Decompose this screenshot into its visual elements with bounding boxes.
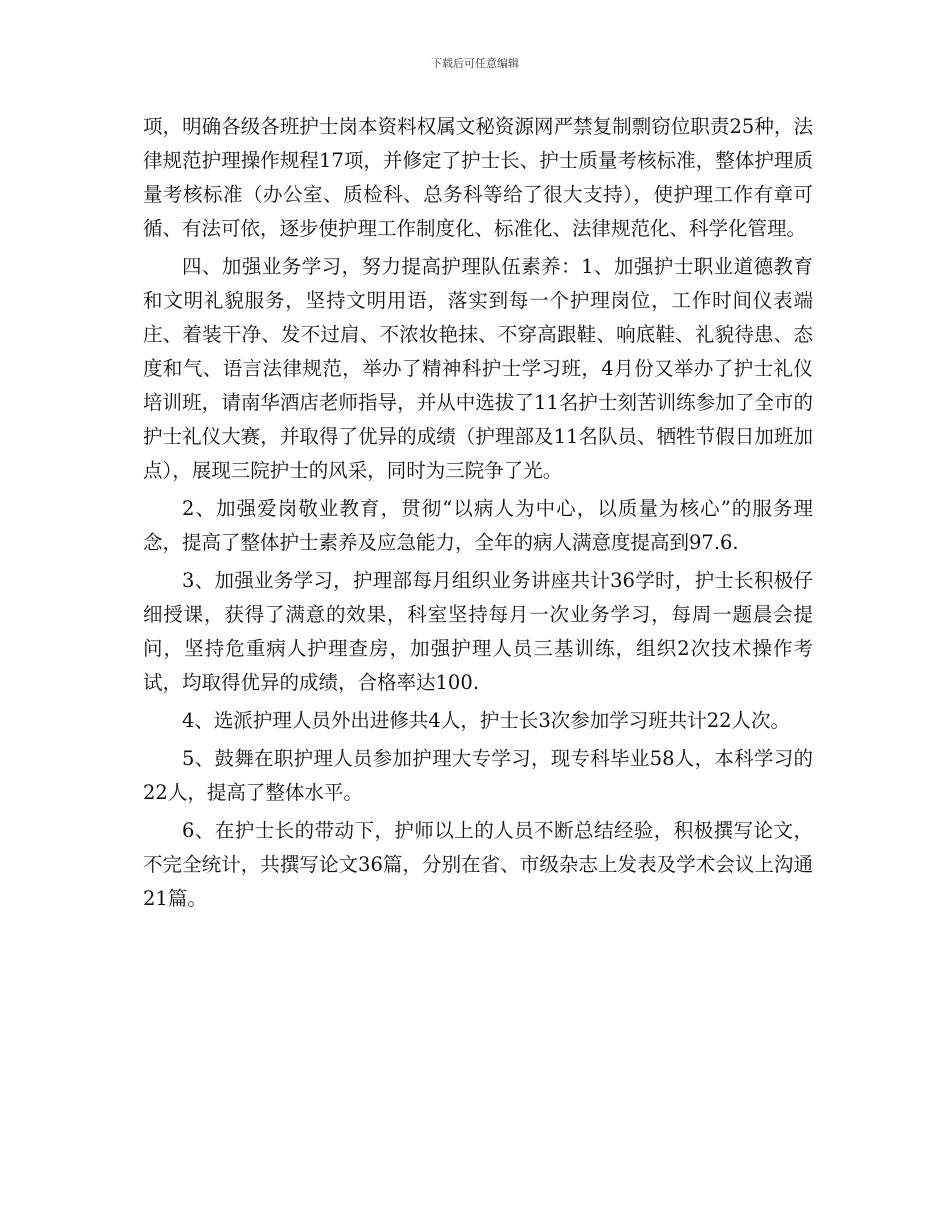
paragraph-4: 3、加强业务学习，护理部每月组织业务讲座共计36学时，护士长积极仔细授课，获得了满意的效果，科室坚持每月一次业务学习，每周一题晨会提问，坚持危重病人护理查房，加强护理人员三基训练，组织2次技术操作考试，均取得优异的成绩，合格率达100.: [143, 569, 813, 694]
page-header-note: 下载后可任意编辑: [431, 57, 519, 70]
paragraph-7: 6、在护士长的带动下，护师以上的人员不断总结经验，积极撰写论文，不完全统计，共撰写论文36篇，分别在省、市级杂志上发表及学术会议上沟通21篇。: [143, 819, 813, 910]
document-body: [143, 110, 813, 920]
paragraph-3: 2、加强爱岗敬业教育，贯彻“以病人为中心，以质量为核心”的服务理念，提高了整体护士素养及应急能力，全年的病人满意度提高到97.6.: [143, 497, 813, 554]
paragraph-5: 4、选派护理人员外出进修共4人，护士长3次参加学习班共计22人次。: [182, 709, 791, 732]
paragraph-6: 5、鼓舞在职护理人员参加护理大专学习，现专科毕业58人，本科学习的22人，提高了整体水平。: [143, 747, 813, 804]
paragraph-2: 四、加强业务学习，努力提高护理队伍素养：1、加强护士职业道德教育和文明礼貌服务，坚持文明用语，落实到每一个护理岗位，工作时间仪表端庄、着装干净、发不过肩、不浓妆艳抹、不穿高跟鞋、响底鞋、礼貌待患、态度和气、语言法律规范，举办了精神科护士学习班，4月份又举办了护士礼仪培训班，请南华酒店老师指导，并从中选拔了11名护士刻苦训练参加了全市的护士礼仪大赛，并取得了优异的成绩（护理部及11名队员、牺牲节假日加班加点），展现三院护士的风采，同时为三院争了光。: [143, 255, 813, 482]
paragraph-1: 项，明确各级各班护士岗本资料权属文秘资源网严禁复制剽窃位职责25种，法律规范护理操作规程17项，并修定了护士长、护士质量考核标准，整体护理质量考核标准（办公室、质检科、总务科等给了很大支持），使护理工作有章可循、有法可依，逐步使护理工作制度化、标准化、法律规范化、科学化管理。: [143, 115, 813, 240]
